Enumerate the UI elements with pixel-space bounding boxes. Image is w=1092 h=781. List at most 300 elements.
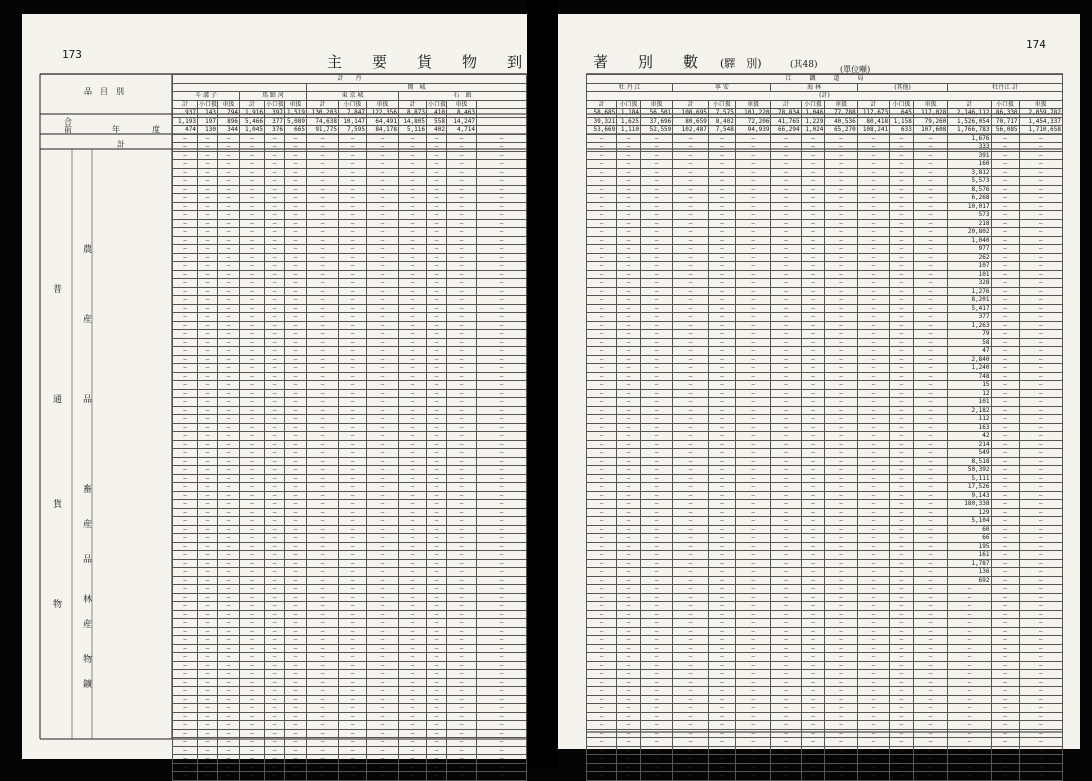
cell: — xyxy=(339,627,367,636)
cell: 549 xyxy=(948,449,991,458)
cell: — xyxy=(427,406,447,415)
cell: — xyxy=(367,559,399,568)
cell: — xyxy=(617,338,641,347)
cell: — xyxy=(640,296,672,305)
cell: — xyxy=(587,644,617,653)
cell: — xyxy=(477,593,527,602)
cell: — xyxy=(285,287,307,296)
cell: — xyxy=(367,602,399,611)
cell: — xyxy=(587,729,617,738)
cell: — xyxy=(673,500,709,509)
col-group: 斗 溝 子 xyxy=(173,92,240,101)
big-label-2: 通 xyxy=(51,394,61,403)
cell: — xyxy=(771,160,801,169)
cell: — xyxy=(307,576,339,585)
cell: — xyxy=(447,653,477,662)
cell: — xyxy=(1019,338,1062,347)
cell: 101 xyxy=(948,270,991,279)
cell: — xyxy=(913,576,948,585)
cell: — xyxy=(673,143,709,152)
cell: — xyxy=(447,160,477,169)
cell: — xyxy=(587,695,617,704)
cell: — xyxy=(399,236,427,245)
cell: — xyxy=(735,143,771,152)
cell: — xyxy=(477,270,527,279)
cell: — xyxy=(771,143,801,152)
cell: — xyxy=(890,457,914,466)
cell: — xyxy=(673,296,709,305)
cell: — xyxy=(857,542,889,551)
cell: — xyxy=(339,755,367,764)
cell: — xyxy=(735,194,771,203)
cell: — xyxy=(240,406,265,415)
cell: — xyxy=(447,287,477,296)
cell: — xyxy=(587,347,617,356)
cell: — xyxy=(708,678,735,687)
cell: — xyxy=(673,466,709,475)
cell: — xyxy=(617,602,641,611)
cell: — xyxy=(477,721,527,730)
cell: — xyxy=(735,151,771,160)
cell: — xyxy=(890,678,914,687)
cell: — xyxy=(399,644,427,653)
cell: — xyxy=(587,636,617,645)
cell: — xyxy=(991,185,1019,194)
cell: — xyxy=(673,381,709,390)
cell: — xyxy=(913,330,948,339)
sub-col: 小口扱 xyxy=(428,100,447,108)
cell: 645 xyxy=(890,109,914,118)
cell: — xyxy=(307,559,339,568)
table-row xyxy=(587,457,1063,466)
cell: — xyxy=(198,457,218,466)
cell: — xyxy=(890,695,914,704)
cell: — xyxy=(198,517,218,526)
cell: — xyxy=(708,253,735,262)
cell: — xyxy=(265,593,285,602)
cell: — xyxy=(399,177,427,186)
cell: — xyxy=(948,712,991,721)
cell: — xyxy=(825,228,857,237)
cell: — xyxy=(1019,636,1062,645)
cell: — xyxy=(240,338,265,347)
cell: — xyxy=(240,525,265,534)
cell: — xyxy=(857,177,889,186)
cell: — xyxy=(801,389,825,398)
cell: — xyxy=(399,593,427,602)
cell: — xyxy=(991,296,1019,305)
cell: — xyxy=(339,610,367,619)
cell: — xyxy=(617,389,641,398)
cell: — xyxy=(285,500,307,509)
table-row xyxy=(173,202,527,211)
cell: — xyxy=(890,712,914,721)
cell: — xyxy=(240,687,265,696)
cell: — xyxy=(477,619,527,628)
cell: — xyxy=(801,483,825,492)
cell: — xyxy=(587,534,617,543)
cell: 2,146,112 xyxy=(948,109,991,118)
cell: — xyxy=(1019,330,1062,339)
cell: — xyxy=(173,253,198,262)
cell: — xyxy=(617,687,641,696)
cell: 410 xyxy=(427,109,447,118)
cell: — xyxy=(890,729,914,738)
cell: — xyxy=(285,245,307,254)
cell: — xyxy=(285,542,307,551)
cell: — xyxy=(708,185,735,194)
cell: — xyxy=(427,372,447,381)
cell: — xyxy=(771,576,801,585)
cell: — xyxy=(890,517,914,526)
cell: — xyxy=(673,432,709,441)
cell: 12 xyxy=(948,389,991,398)
cell: — xyxy=(857,534,889,543)
cell: — xyxy=(801,364,825,373)
cell: — xyxy=(587,653,617,662)
cell: — xyxy=(913,236,948,245)
cell: — xyxy=(640,423,672,432)
cell: — xyxy=(240,670,265,679)
cell: — xyxy=(198,389,218,398)
cell: 10,147 xyxy=(339,117,367,126)
cell: — xyxy=(307,398,339,407)
cell: — xyxy=(890,253,914,262)
cell: — xyxy=(285,551,307,560)
cell: — xyxy=(708,389,735,398)
cell: — xyxy=(173,219,198,228)
cell: — xyxy=(173,279,198,288)
cell: — xyxy=(427,202,447,211)
cell: — xyxy=(587,211,617,220)
cell: 14,805 xyxy=(399,117,427,126)
cell: — xyxy=(307,194,339,203)
cell: — xyxy=(991,398,1019,407)
cell: — xyxy=(240,636,265,645)
cell: — xyxy=(427,355,447,364)
cell: — xyxy=(339,177,367,186)
cell: — xyxy=(801,738,825,747)
cell: — xyxy=(447,644,477,653)
cell: — xyxy=(173,772,198,781)
cell: — xyxy=(948,661,991,670)
cell: — xyxy=(913,372,948,381)
cell: — xyxy=(339,593,367,602)
cell: 218 xyxy=(948,219,991,228)
cell: 8,576 xyxy=(948,185,991,194)
cell: — xyxy=(673,508,709,517)
cell: — xyxy=(240,355,265,364)
cell: 1,787 xyxy=(948,559,991,568)
cell: — xyxy=(801,559,825,568)
cell: — xyxy=(240,415,265,424)
cell: — xyxy=(1019,185,1062,194)
cell: — xyxy=(265,678,285,687)
cell: — xyxy=(285,610,307,619)
table-row xyxy=(587,508,1063,517)
cell: — xyxy=(991,236,1019,245)
cell: — xyxy=(673,423,709,432)
cell: — xyxy=(367,245,399,254)
cell: — xyxy=(708,168,735,177)
cell: — xyxy=(265,143,285,152)
cell: — xyxy=(399,763,427,772)
cell: — xyxy=(708,372,735,381)
cell: — xyxy=(991,253,1019,262)
cell: — xyxy=(285,160,307,169)
cell: — xyxy=(367,440,399,449)
cell: — xyxy=(640,738,672,747)
cell: — xyxy=(991,585,1019,594)
cell: — xyxy=(913,364,948,373)
cell: — xyxy=(1019,415,1062,424)
cell: — xyxy=(285,440,307,449)
cell: — xyxy=(991,347,1019,356)
cell: — xyxy=(265,134,285,143)
cell: — xyxy=(218,134,240,143)
cell: — xyxy=(673,619,709,628)
cell: — xyxy=(890,687,914,696)
cell: — xyxy=(991,670,1019,679)
cell: — xyxy=(857,372,889,381)
cell: — xyxy=(673,279,709,288)
cell: — xyxy=(1019,619,1062,628)
cell: — xyxy=(801,755,825,764)
cell: — xyxy=(857,364,889,373)
cell: — xyxy=(265,262,285,271)
cell: — xyxy=(890,755,914,764)
cell: — xyxy=(587,542,617,551)
cell: — xyxy=(708,279,735,288)
cell: — xyxy=(640,602,672,611)
table-row xyxy=(173,168,527,177)
cell: — xyxy=(240,185,265,194)
cell: — xyxy=(399,491,427,500)
cell: — xyxy=(477,423,527,432)
cell: — xyxy=(991,746,1019,755)
cell: — xyxy=(367,670,399,679)
cell: — xyxy=(857,687,889,696)
cell: — xyxy=(240,619,265,628)
cell: — xyxy=(735,704,771,713)
cell: — xyxy=(218,423,240,432)
cell: — xyxy=(771,432,801,441)
cell: — xyxy=(240,262,265,271)
cell: — xyxy=(367,508,399,517)
cell: — xyxy=(913,721,948,730)
cell: — xyxy=(339,194,367,203)
cell: 1,526,054 xyxy=(948,117,991,126)
cell: — xyxy=(771,440,801,449)
cell: — xyxy=(427,330,447,339)
cell: — xyxy=(265,772,285,781)
cell: — xyxy=(617,729,641,738)
cell: — xyxy=(991,534,1019,543)
cell: — xyxy=(240,627,265,636)
sub-col: 小口扱 xyxy=(617,100,641,109)
right-data-table xyxy=(586,74,1063,781)
cell: — xyxy=(890,508,914,517)
cell: — xyxy=(890,627,914,636)
cell: — xyxy=(367,721,399,730)
cell: — xyxy=(673,151,709,160)
cell: — xyxy=(265,415,285,424)
cell: — xyxy=(477,517,527,526)
cell: — xyxy=(367,313,399,322)
table-row xyxy=(587,653,1063,662)
cell: — xyxy=(708,423,735,432)
cell: — xyxy=(708,355,735,364)
cell: — xyxy=(640,644,672,653)
cell: — xyxy=(673,695,709,704)
cell: — xyxy=(801,602,825,611)
table-row xyxy=(173,661,527,670)
cell: — xyxy=(173,729,198,738)
cell: — xyxy=(617,143,641,152)
cell: — xyxy=(447,202,477,211)
cell: — xyxy=(307,236,339,245)
cell: 91,775 xyxy=(307,126,339,135)
cell: — xyxy=(617,406,641,415)
cell: — xyxy=(399,687,427,696)
cell: — xyxy=(825,168,857,177)
cell: — xyxy=(587,160,617,169)
cell: — xyxy=(427,746,447,755)
cell: 122,356 xyxy=(367,109,399,118)
cell: — xyxy=(771,228,801,237)
cell: — xyxy=(991,678,1019,687)
cell: — xyxy=(339,372,367,381)
cell: — xyxy=(198,423,218,432)
cell: — xyxy=(890,245,914,254)
cell: — xyxy=(857,474,889,483)
cell: — xyxy=(339,296,367,305)
cell: — xyxy=(640,610,672,619)
cell: 17,526 xyxy=(948,483,991,492)
cell: — xyxy=(857,721,889,730)
cell: — xyxy=(640,576,672,585)
cell: — xyxy=(285,644,307,653)
cell: — xyxy=(991,500,1019,509)
cell: — xyxy=(1019,627,1062,636)
cell: — xyxy=(617,364,641,373)
cell: — xyxy=(617,245,641,254)
cell: — xyxy=(890,551,914,560)
cell: — xyxy=(218,143,240,152)
cell: — xyxy=(673,304,709,313)
col-group: 牡丹江 計 xyxy=(948,83,1063,92)
cell: — xyxy=(735,508,771,517)
cell: — xyxy=(857,644,889,653)
cell: — xyxy=(857,228,889,237)
cell: — xyxy=(399,508,427,517)
cell: — xyxy=(339,772,367,781)
cell: — xyxy=(447,483,477,492)
cell: — xyxy=(240,602,265,611)
cell: — xyxy=(265,296,285,305)
cell: — xyxy=(477,474,527,483)
cell: — xyxy=(1019,585,1062,594)
cell: — xyxy=(265,500,285,509)
cell: — xyxy=(265,755,285,764)
cell: — xyxy=(285,432,307,441)
cell: — xyxy=(673,415,709,424)
cell: — xyxy=(913,500,948,509)
cell: — xyxy=(735,593,771,602)
cell: — xyxy=(948,772,991,781)
cell: — xyxy=(587,253,617,262)
cell: — xyxy=(240,763,265,772)
cell: — xyxy=(367,381,399,390)
cell: — xyxy=(673,398,709,407)
cell: — xyxy=(173,627,198,636)
table-row xyxy=(173,695,527,704)
cell: — xyxy=(857,746,889,755)
cell: — xyxy=(857,253,889,262)
cell: — xyxy=(735,262,771,271)
cell: — xyxy=(708,568,735,577)
table-row xyxy=(587,585,1063,594)
cell: — xyxy=(587,772,617,781)
cell: — xyxy=(801,296,825,305)
cell: — xyxy=(173,372,198,381)
cell: — xyxy=(913,474,948,483)
cell: — xyxy=(587,228,617,237)
cell: — xyxy=(367,466,399,475)
cell: 1,045 xyxy=(240,126,265,135)
cell: — xyxy=(801,177,825,186)
cell: — xyxy=(825,610,857,619)
cell: — xyxy=(339,406,367,415)
cell: — xyxy=(1019,729,1062,738)
cell: — xyxy=(218,755,240,764)
cell: — xyxy=(367,321,399,330)
cell: — xyxy=(218,729,240,738)
cell: — xyxy=(447,338,477,347)
cell: — xyxy=(801,721,825,730)
cell: — xyxy=(617,755,641,764)
cell: — xyxy=(447,466,477,475)
cell: — xyxy=(708,619,735,628)
cell: — xyxy=(587,185,617,194)
cell: — xyxy=(587,491,617,500)
cell: 6,268 xyxy=(948,194,991,203)
cell: — xyxy=(890,262,914,271)
cell: — xyxy=(427,304,447,313)
cell: — xyxy=(825,321,857,330)
cell: — xyxy=(991,449,1019,458)
cell: — xyxy=(1019,228,1062,237)
cell: — xyxy=(173,177,198,186)
table-row xyxy=(587,279,1063,288)
cell: — xyxy=(339,449,367,458)
cell: 58 xyxy=(948,338,991,347)
cell: — xyxy=(735,372,771,381)
cell: — xyxy=(673,653,709,662)
cell: — xyxy=(240,287,265,296)
cell: — xyxy=(825,772,857,781)
cell: 108,695 xyxy=(673,109,709,118)
cell: — xyxy=(857,330,889,339)
cell: — xyxy=(427,661,447,670)
cell: — xyxy=(399,440,427,449)
cell: 136 xyxy=(948,568,991,577)
cell: — xyxy=(587,483,617,492)
cell: — xyxy=(447,347,477,356)
cell: — xyxy=(399,279,427,288)
cell: — xyxy=(801,338,825,347)
cell: — xyxy=(913,338,948,347)
